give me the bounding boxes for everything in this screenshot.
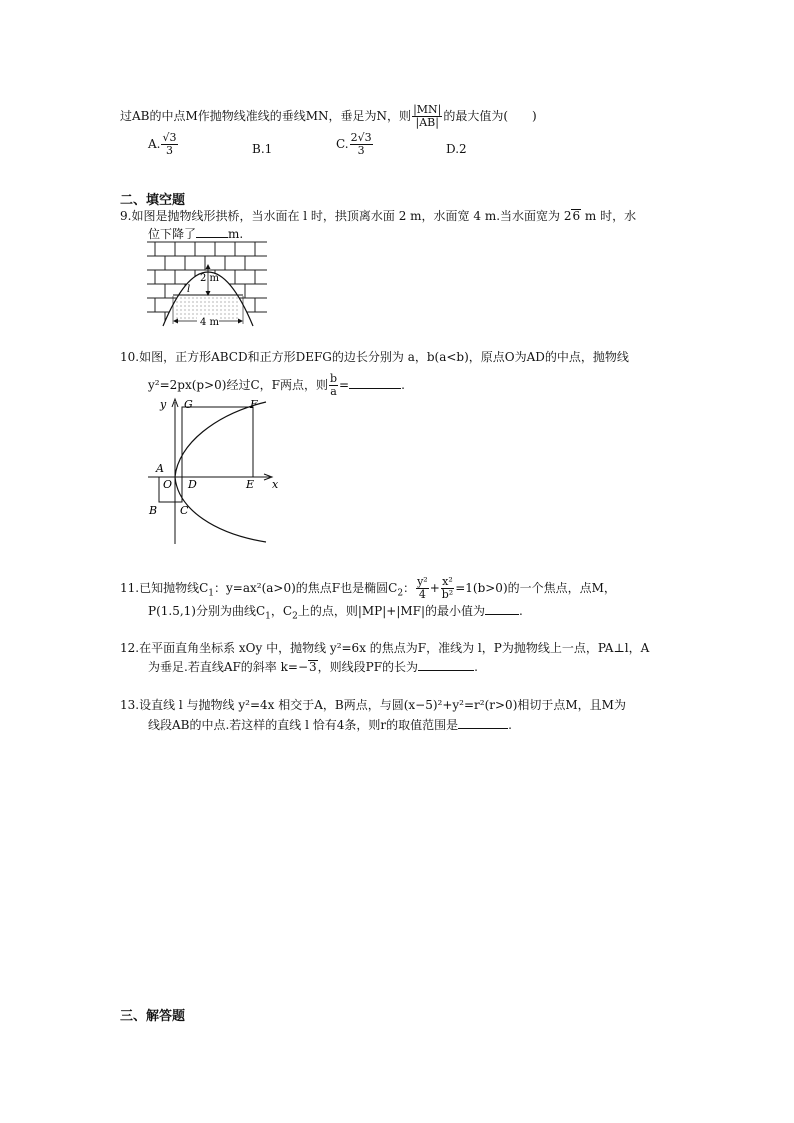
frac-den: a (330, 385, 337, 398)
q9-line1 (120, 208, 636, 224)
q12-text-c: . (474, 660, 478, 674)
section-solution-heading: 三、解答题 (120, 1009, 186, 1024)
q8-text-a: 过AB的中点M作抛物线准线的垂线MN，垂足为N，则 (120, 109, 412, 123)
q11-line2 (148, 603, 523, 624)
choice-text: 2 (459, 142, 467, 156)
choice-fraction (350, 132, 373, 157)
q11-frac-y (416, 576, 429, 601)
width-label: 4 m (200, 317, 220, 328)
q9-text-b: m 时，水 (581, 209, 637, 223)
frac-num: 2√3 (350, 131, 372, 144)
label-e: E (246, 478, 255, 491)
water-label-l: l (187, 284, 191, 295)
q9-sqrt: 6 (572, 209, 581, 223)
label-f: F (250, 398, 258, 411)
section-fill-in-heading: 二、填空题 (120, 193, 186, 208)
q10-figure (146, 396, 280, 546)
choice-fraction (161, 132, 177, 157)
q9-bridge-figure (147, 238, 267, 328)
q10-fraction (329, 373, 338, 398)
label-y: y (160, 398, 167, 411)
frac-den: 4 (418, 588, 426, 601)
q11-line1 (120, 576, 616, 601)
q11-text-c: ： (403, 581, 416, 595)
frac-num: b (329, 372, 338, 385)
q11-sub2: 2 (397, 588, 404, 599)
label-x: x (272, 478, 279, 491)
frac-den: 3 (357, 144, 365, 157)
choice-text: 1 (264, 142, 273, 156)
q12-line2 (148, 659, 478, 675)
q11-text-e: P(1.5,1)分别为曲线C (148, 604, 266, 618)
q8-frac-den: |AB| (415, 116, 439, 129)
q11-text-a: 11.已知抛物线C (120, 581, 209, 595)
q11-sub4: 2 (292, 611, 298, 622)
q8-frac-num: |MN| (413, 103, 442, 116)
q11-text-d: =1(b>0)的一个焦点，点M， (455, 581, 616, 595)
q9-unit: m. (228, 227, 244, 241)
q11-text-h: . (519, 604, 523, 618)
q11-text-f: ，C (270, 604, 293, 618)
q12-text-b: ，则线段PF的长为 (317, 660, 419, 674)
q8-choice-a (148, 132, 179, 157)
label-a: A (156, 462, 164, 475)
q10-line2 (148, 373, 405, 398)
q13-line1: 13.设直线 l 与抛物线 y²=4x 相交于A，B两点，与圆(x−5)²+y²=r²(r>0)相切于点M，且M为 (120, 698, 626, 712)
q10-text-b: = (339, 378, 350, 392)
frac-num: x² (442, 575, 453, 588)
q11-sub3: 1 (265, 611, 271, 622)
frac-num: √3 (162, 131, 177, 144)
label-c: C (180, 504, 189, 517)
q8-text-b: 的最大值为( ) (443, 109, 537, 123)
q12-answer-blank (418, 669, 474, 671)
q10-text-c: . (401, 378, 405, 392)
q8-fraction (412, 104, 442, 129)
q10-answer-blank (349, 387, 401, 389)
water-dots (177, 298, 238, 319)
q9-text-a: 9.如图是抛物线形拱桥，当水面在 l 时，拱顶离水面 2 m，水面宽 4 m.当水面宽为 2 (120, 209, 572, 223)
q8-stem (120, 104, 537, 129)
q13-text-a: 线段AB的中点.若这样的直线 l 恰有4条，则r的取值范围是 (148, 718, 459, 732)
frac-num: y² (417, 575, 428, 588)
q11-text-g: 上的点，则|MP|+|MF|的最小值为 (297, 604, 486, 618)
q12-line1: 12.在平面直角坐标系 xOy 中，抛物线 y²=6x 的焦点为F，准线为 l，P为抛物线上一点，PA⊥l，A (120, 641, 650, 655)
q9-text-c: 位下降了 (148, 227, 197, 241)
q13-text-b: . (508, 718, 512, 732)
q11-sub1: 1 (208, 588, 215, 599)
q13-answer-blank (458, 727, 508, 729)
brick-wall (147, 242, 267, 326)
square-defg (182, 407, 253, 477)
q10-line1: 10.如图，正方形ABCD和正方形DEFG的边长分别为 a，b(a<b)，原点O为AD的中点，抛物线 (120, 350, 629, 364)
parabola-curve (175, 402, 266, 542)
frac-den: 3 (165, 144, 173, 157)
label-d: D (188, 478, 197, 491)
label-o: O (163, 478, 173, 491)
q12-text-a: 为垂足.若直线AF的斜率 k=− (148, 660, 309, 674)
q11-plus: + (429, 581, 440, 595)
choice-label: B. (252, 142, 265, 156)
q8-choice-b (252, 142, 272, 156)
q8-choice-c (336, 132, 374, 157)
q13-line2 (148, 717, 512, 733)
q8-choice-d (446, 142, 467, 156)
choice-label: C. (336, 137, 349, 151)
q12-sqrt: 3 (309, 660, 317, 674)
q10-text-a: y²=2px(p>0)经过C，F两点，则 (148, 378, 328, 392)
frac-den: b² (441, 588, 454, 601)
q11-answer-blank (485, 613, 519, 615)
choice-label: D. (446, 142, 460, 156)
q11-frac-x (441, 576, 454, 601)
label-b: B (149, 504, 158, 517)
height-label: 2 m (200, 273, 220, 284)
label-g: G (184, 398, 193, 411)
q11-text-b: ：y=ax²(a>0)的焦点F也是椭圆C (214, 581, 398, 595)
choice-label: A. (148, 137, 161, 151)
